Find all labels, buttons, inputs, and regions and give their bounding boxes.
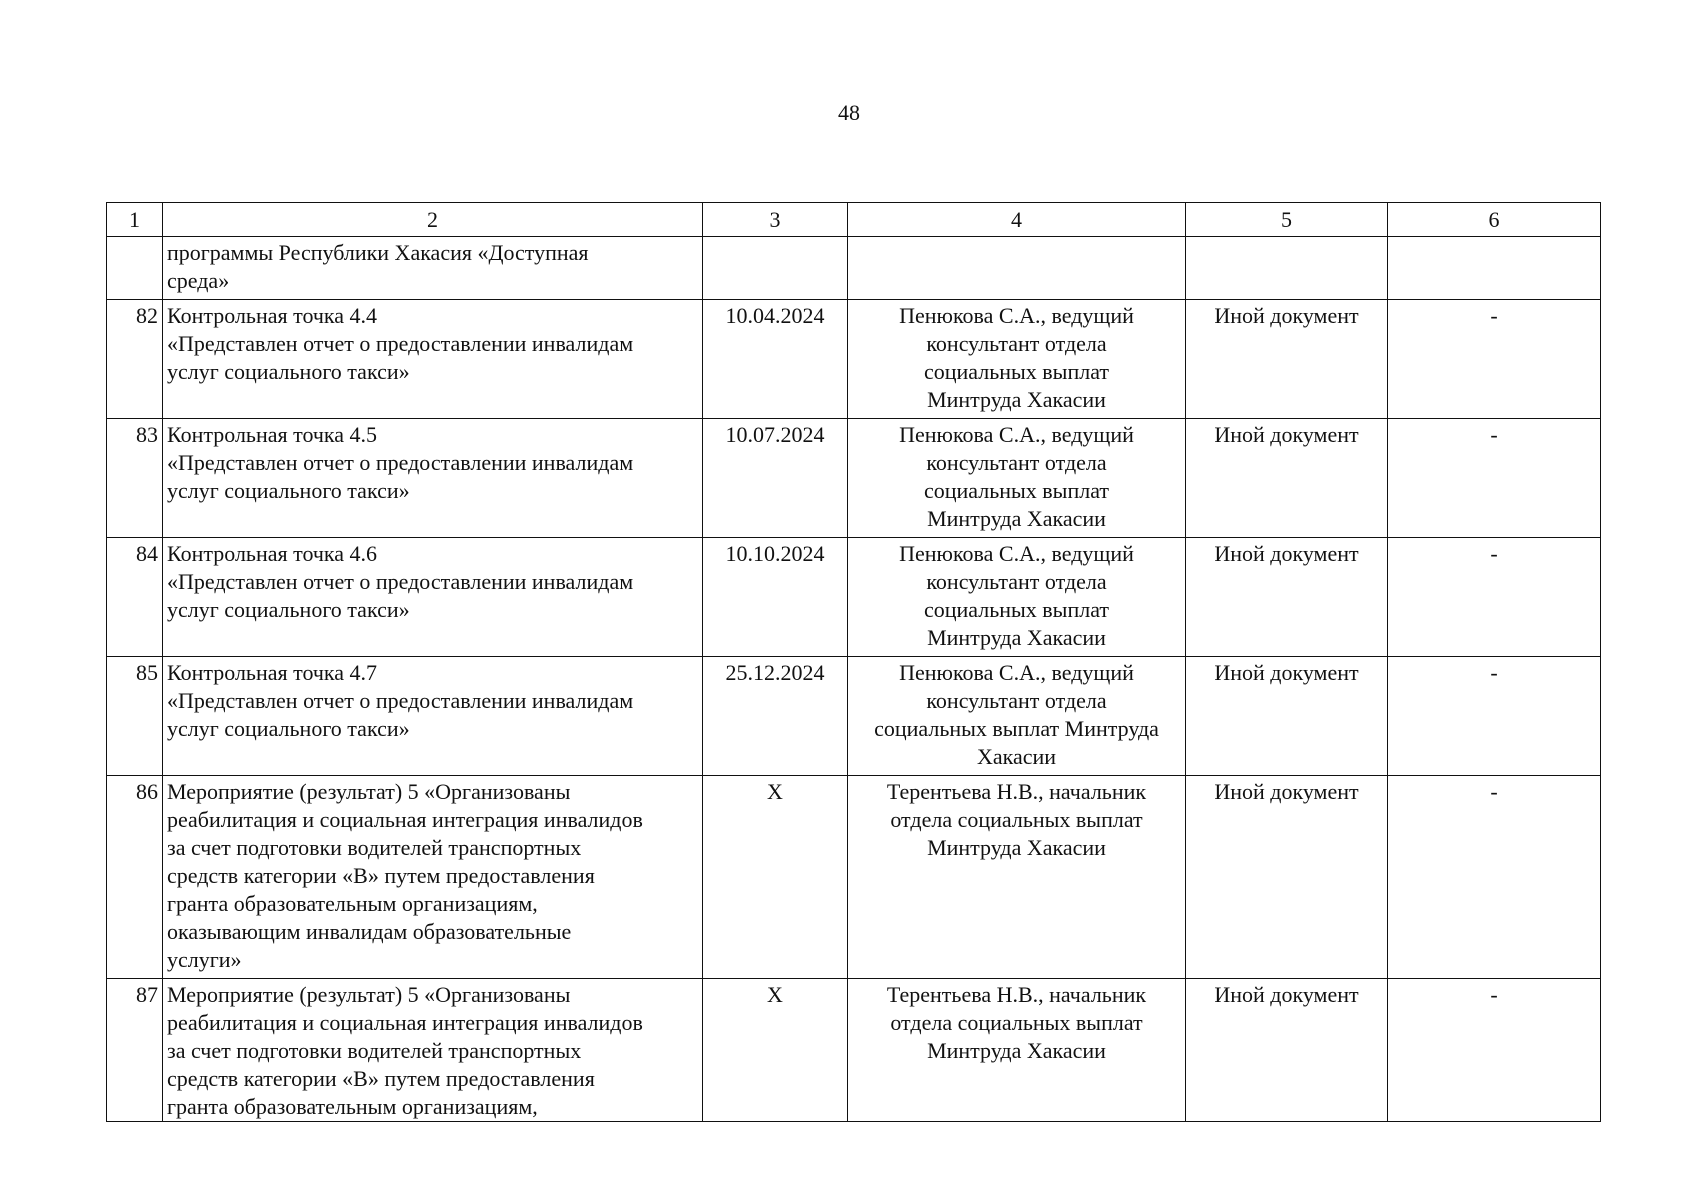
row-responsible-line: Минтруда Хакасии <box>927 835 1106 860</box>
row-responsible <box>848 538 1186 657</box>
row-responsible-line: социальных выплат <box>923 478 1110 503</box>
page-number: 48 <box>838 100 860 125</box>
row-date: Х <box>703 979 848 1122</box>
row-name-line: среда» <box>167 268 230 293</box>
row-document: Иной документ <box>1186 300 1388 419</box>
row-document <box>1186 237 1388 300</box>
row-name-line: Контрольная точка 4.7 <box>167 660 378 685</box>
row-responsible-line: Пенюкова С.А., ведущий <box>899 303 1134 328</box>
table-row-continuation <box>107 237 1601 300</box>
row-name-line: за счет подготовки водителей транспортных <box>167 1038 582 1063</box>
row-responsible <box>848 979 1186 1122</box>
row-number: 84 <box>107 538 163 657</box>
table-row <box>107 776 1601 979</box>
row-number: 87 <box>107 979 163 1122</box>
header-col-6: 6 <box>1388 203 1601 237</box>
table-row <box>107 419 1601 538</box>
row-name-line: оказывающим инвалидам образовательные <box>167 919 572 944</box>
row-name-line: услуг социального такси» <box>167 716 410 741</box>
table-body <box>107 237 1601 1122</box>
row-name <box>163 300 703 419</box>
row-responsible-line: Минтруда Хакасии <box>927 506 1106 531</box>
row-responsible-line: Минтруда Хакасии <box>927 625 1106 650</box>
row-document: Иной документ <box>1186 419 1388 538</box>
row-name-line: Мероприятие (результат) 5 «Организованы <box>167 779 571 804</box>
row-name <box>163 776 703 979</box>
row-name-line: услуг социального такси» <box>167 597 410 622</box>
row-note: - <box>1388 300 1601 419</box>
row-responsible-line: социальных выплат <box>923 597 1110 622</box>
row-name-line: гранта образовательным организациям, <box>167 1094 538 1119</box>
row-name-line: Контрольная точка 4.4 <box>167 303 378 328</box>
row-responsible-line: Пенюкова С.А., ведущий <box>899 541 1134 566</box>
row-responsible-line: Хакасии <box>976 744 1057 769</box>
row-responsible-line: Пенюкова С.А., ведущий <box>899 660 1134 685</box>
row-responsible-line: Минтруда Хакасии <box>927 387 1106 412</box>
row-name <box>163 237 703 300</box>
row-name-line: «Представлен отчет о предоставлении инвалидам <box>167 450 634 475</box>
row-responsible-line: социальных выплат Минтруда <box>874 716 1159 741</box>
row-responsible-line: Минтруда Хакасии <box>927 1038 1106 1063</box>
row-name-line: Мероприятие (результат) 5 «Организованы <box>167 982 571 1007</box>
row-date: 10.04.2024 <box>703 300 848 419</box>
activities-table <box>106 202 1601 1122</box>
row-name-line: услуг социального такси» <box>167 359 410 384</box>
row-name-line: Контрольная точка 4.6 <box>167 541 378 566</box>
row-name <box>163 419 703 538</box>
row-responsible-line: консультант отдела <box>926 331 1107 356</box>
table-row <box>107 538 1601 657</box>
row-number <box>107 237 163 300</box>
row-number: 86 <box>107 776 163 979</box>
row-note <box>1388 237 1601 300</box>
row-name <box>163 979 703 1122</box>
row-date: 10.07.2024 <box>703 419 848 538</box>
row-document: Иной документ <box>1186 979 1388 1122</box>
row-note: - <box>1388 776 1601 979</box>
row-name-line: средств категории «В» путем предоставления <box>167 1066 595 1091</box>
table-row <box>107 657 1601 776</box>
row-name-line: реабилитация и социальная интеграция инвалидов <box>167 807 643 832</box>
row-name-line: услуги» <box>167 947 242 972</box>
table-row <box>107 979 1601 1122</box>
row-responsible <box>848 419 1186 538</box>
row-responsible-line: отдела социальных выплат <box>890 807 1143 832</box>
table-row <box>107 300 1601 419</box>
row-date: 10.10.2024 <box>703 538 848 657</box>
row-responsible-line: консультант отдела <box>926 450 1107 475</box>
row-note: - <box>1388 979 1601 1122</box>
row-document: Иной документ <box>1186 657 1388 776</box>
row-responsible <box>848 776 1186 979</box>
row-date <box>703 237 848 300</box>
row-responsible-line: Терентьева Н.В., начальник <box>886 779 1147 804</box>
header-col-4: 4 <box>848 203 1186 237</box>
row-responsible-line: отдела социальных выплат <box>890 1010 1143 1035</box>
row-name-line: программы Республики Хакасия «Доступная <box>167 240 589 265</box>
row-note: - <box>1388 419 1601 538</box>
row-date: 25.12.2024 <box>703 657 848 776</box>
row-number: 83 <box>107 419 163 538</box>
table-header-row <box>107 203 1601 237</box>
row-note: - <box>1388 657 1601 776</box>
row-name-line: «Представлен отчет о предоставлении инвалидам <box>167 688 634 713</box>
row-name-line: услуг социального такси» <box>167 478 410 503</box>
row-responsible-line: Терентьева Н.В., начальник <box>886 982 1147 1007</box>
row-responsible-line: Пенюкова С.А., ведущий <box>899 422 1134 447</box>
row-document: Иной документ <box>1186 776 1388 979</box>
header-col-1: 1 <box>107 203 163 237</box>
row-name-line: средств категории «В» путем предоставления <box>167 863 595 888</box>
row-responsible-line: консультант отдела <box>926 688 1107 713</box>
row-name-line: гранта образовательным организациям, <box>167 891 538 916</box>
row-name-line: «Представлен отчет о предоставлении инвалидам <box>167 331 634 356</box>
row-number: 85 <box>107 657 163 776</box>
row-name <box>163 538 703 657</box>
row-number: 82 <box>107 300 163 419</box>
row-name <box>163 657 703 776</box>
row-responsible <box>848 237 1186 300</box>
header-col-5: 5 <box>1186 203 1388 237</box>
header-col-2: 2 <box>163 203 703 237</box>
row-responsible <box>848 300 1186 419</box>
row-name-line: за счет подготовки водителей транспортных <box>167 835 582 860</box>
row-responsible-line: социальных выплат <box>923 359 1110 384</box>
row-name-line: реабилитация и социальная интеграция инвалидов <box>167 1010 643 1035</box>
row-note: - <box>1388 538 1601 657</box>
row-document: Иной документ <box>1186 538 1388 657</box>
row-responsible <box>848 657 1186 776</box>
row-responsible-line: консультант отдела <box>926 569 1107 594</box>
header-col-3: 3 <box>703 203 848 237</box>
row-date: Х <box>703 776 848 979</box>
row-name-line: «Представлен отчет о предоставлении инвалидам <box>167 569 634 594</box>
row-name-line: Контрольная точка 4.5 <box>167 422 378 447</box>
